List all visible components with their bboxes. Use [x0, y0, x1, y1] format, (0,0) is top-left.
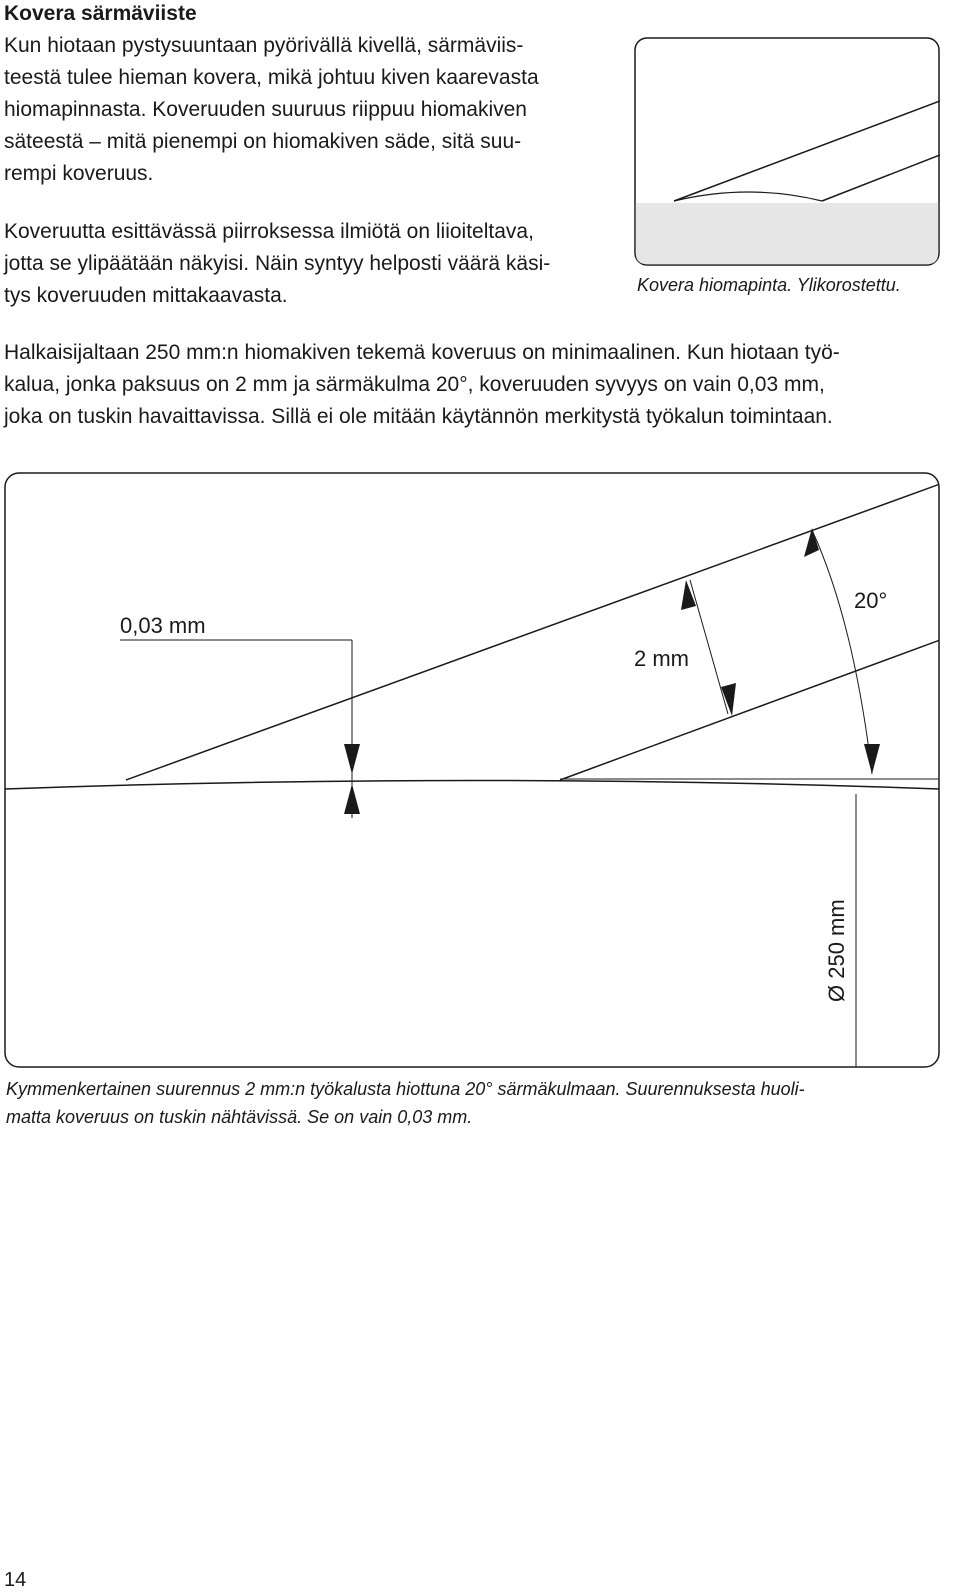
text-line: Halkaisijaltaan 250 mm:n hiomakiven tekemä koveruus on minimaalinen. Kun hiotaan työ- [4, 341, 840, 364]
concave-surface-diagram [634, 37, 940, 266]
caption-line: matta koveruus on tuskin nähtävissä. Se on vain 0,03 mm. [6, 1107, 473, 1127]
section-heading: Kovera särmäviiste [4, 2, 197, 25]
paragraph-minimal-concavity [4, 337, 944, 433]
page-number: 14 [4, 1569, 27, 1591]
angle-label: 20° [854, 588, 888, 613]
text-line: hiomapinnasta. Koveruuden suuruus riippuu hiomakiven [4, 98, 527, 121]
text-line: jotta se ylipäätään näkyisi. Näin syntyy helposti väärä käsi- [4, 252, 551, 275]
text-line: tys koveruuden mittakaavasta. [4, 284, 288, 307]
paragraph-intro [4, 30, 604, 190]
figure2-caption [6, 1075, 936, 1131]
text-line: kalua, jonka paksuus on 2 mm ja särmäkulma 20°, koveruuden syvyys on vain 0,03 mm, [4, 373, 825, 396]
figure1-caption: Kovera hiomapinta. Ylikorostettu. [637, 275, 901, 295]
bevel-scale-figure [4, 472, 940, 1068]
text-line: Kun hiotaan pystysuuntaan pyörivällä kivellä, särmäviis- [4, 34, 524, 57]
text-line: Koveruutta esittävässä piirroksessa ilmiötä on liioiteltava, [4, 220, 534, 243]
depth-label: 0,03 mm [120, 613, 206, 638]
concave-surface-figure [634, 37, 940, 266]
text-line: joka on tuskin havaittavissa. Sillä ei ole mitään käytännön merkitystä työkalun toimintaan. [4, 405, 833, 428]
figure-frame [5, 473, 939, 1067]
grinding-surface [636, 203, 938, 264]
thickness-label: 2 mm [634, 646, 689, 671]
text-line: teestä tulee hieman kovera, mikä johtuu kiven kaarevasta [4, 66, 539, 89]
text-line: rempi koveruus. [4, 162, 154, 185]
caption-line: Kymmenkertainen suurennus 2 mm:n työkalusta hiottuna 20° särmäkulmaan. Suurennuksesta huoli- [6, 1079, 805, 1099]
bevel-scale-diagram [4, 472, 940, 1068]
paragraph-exaggeration [4, 216, 614, 312]
text-line: säteestä – mitä pienempi on hiomakiven säde, sitä suu- [4, 130, 522, 153]
diameter-label: Ø 250 mm [824, 899, 849, 1002]
